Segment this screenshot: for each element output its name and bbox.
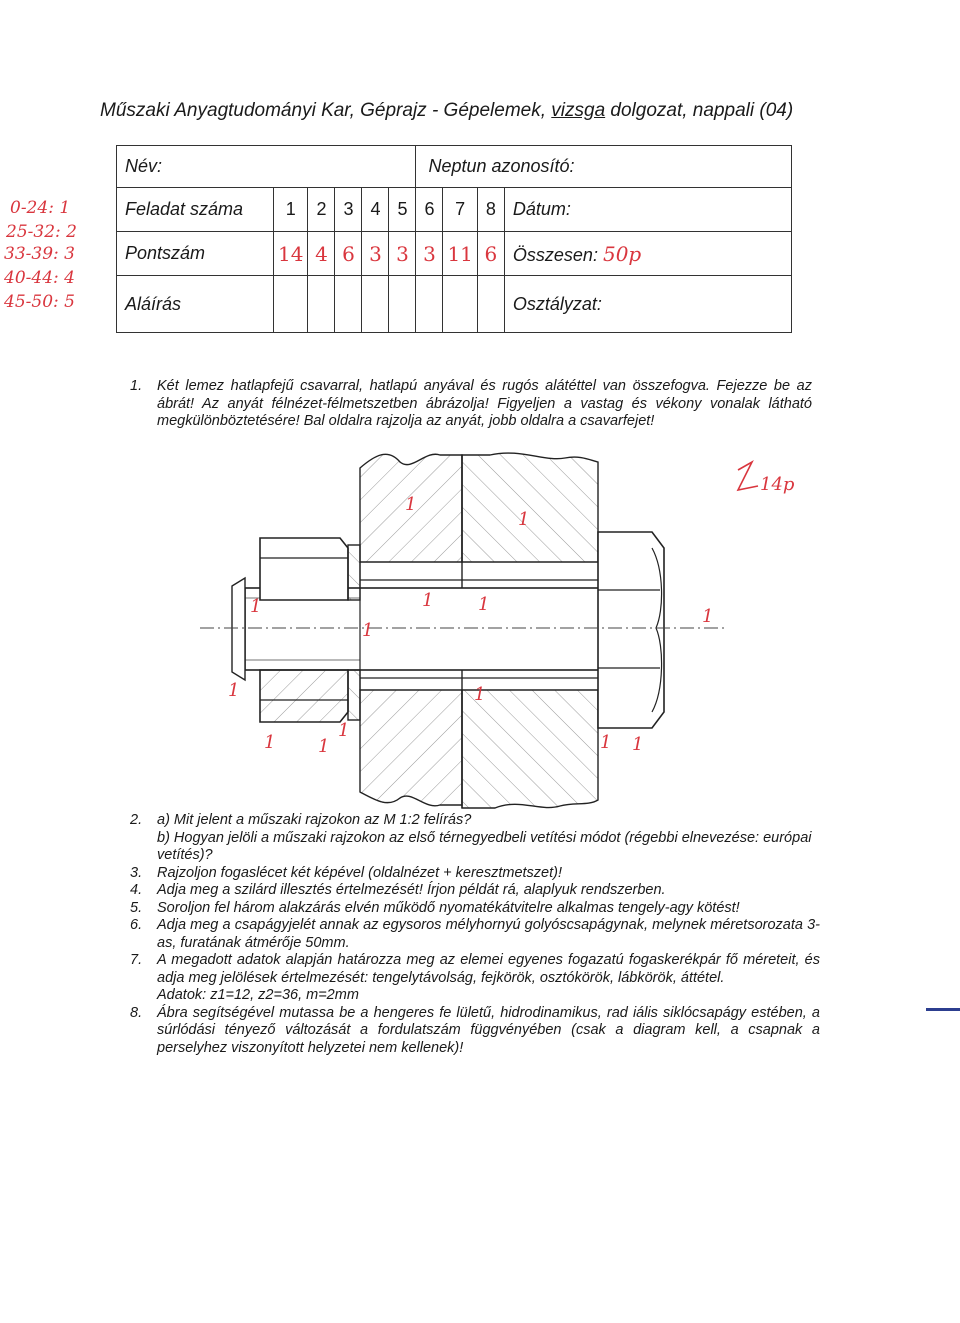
- task-number: 8: [477, 188, 504, 232]
- question-text: Ábra segítségével mutassa be a hengeres fe lületű, hidrodinamikus, rad iális siklócsapágy estében, a súrlódási tényező változását a fordulatszám függvényében (csak a diagram kell, a csapnak a perselyhez viszonyított helyzetei nem kellenek)!: [157, 1004, 820, 1056]
- name-cell: Név:: [117, 146, 416, 188]
- grade-scale-note-5: 45-50: 5: [4, 292, 75, 312]
- question-text: Adatok: z1=12, z2=36, m=2mm: [157, 987, 359, 1003]
- question-number: 4.: [130, 882, 143, 898]
- page-title: Műszaki Anyagtudományi Kar, Géprajz - Gépelemek, vizsga dolgozat, nappali (04): [100, 100, 794, 121]
- task-score: 6: [335, 232, 362, 276]
- question-number: 2.: [130, 812, 143, 828]
- task-number: 2: [308, 188, 335, 232]
- date-cell: Dátum:: [504, 188, 791, 232]
- task-number: 3: [335, 188, 362, 232]
- nut-half-view: [260, 538, 348, 600]
- task-number: 4: [362, 188, 389, 232]
- question-number: 6.: [130, 917, 143, 933]
- lower-left-plate: [360, 690, 462, 806]
- spring-washer-bottom: [348, 670, 360, 720]
- grading-mark: 1: [264, 732, 276, 753]
- task-score: 3: [416, 232, 443, 276]
- grading-mark: 1: [228, 680, 240, 701]
- task-score: 3: [362, 232, 389, 276]
- task-number: 5: [389, 188, 416, 232]
- grading-mark: 1: [702, 606, 714, 627]
- grading-mark: 1: [478, 594, 490, 615]
- question-text: a) Mit jelent a műszaki rajzokon az M 1:2 felírás?: [157, 812, 472, 828]
- question-text: b) Hogyan jelöli a műszaki rajzokon az első térnegyedbeli vetítési módot (régebbi elnevezése: európai vetítés)?: [157, 829, 812, 863]
- question-5: [130, 900, 820, 918]
- scan-edge-mark: [926, 1008, 960, 1011]
- grading-mark: 1: [600, 732, 612, 753]
- question-number: 5.: [130, 899, 143, 916]
- task-score: 14: [274, 232, 308, 276]
- question-text: Adja meg a szilárd illesztés értelmezését! Írjon példát rá, alaplyuk rendszerben.: [157, 882, 666, 898]
- signature-label: Aláírás: [117, 276, 274, 333]
- lower-right-plate: [462, 690, 598, 808]
- nut-half-section: [260, 670, 348, 722]
- question-number: 3.: [130, 864, 143, 881]
- grading-mark: 1: [405, 494, 417, 515]
- points-label: Pontszám: [117, 232, 274, 276]
- question-7: [130, 952, 820, 1005]
- grade-scale-note-1: 0-24: 1: [10, 198, 71, 218]
- task-number: 6: [416, 188, 443, 232]
- question-text: Rajzoljon fogaslécet két képével (oldalnézet + keresztmetszet)!: [157, 864, 562, 881]
- grading-mark: 1: [362, 620, 374, 641]
- grade-scale-note-4: 40-44: 4: [4, 268, 75, 288]
- grading-mark: 1: [518, 509, 530, 530]
- total-score: 50p: [602, 241, 642, 266]
- bolt-end: [232, 578, 245, 680]
- task-score: 11: [443, 232, 477, 276]
- task-score: 3: [389, 232, 416, 276]
- total-cell: Összesen: 50p: [504, 232, 791, 276]
- task-score: 4: [308, 232, 335, 276]
- task-label: Feladat száma: [117, 188, 274, 232]
- question-number: 1.: [130, 378, 143, 394]
- question-number: 8.: [130, 1004, 143, 1021]
- question-4: [130, 882, 820, 900]
- question-text: Soroljon fel három alakzárás elvén működő nyomatékátvitelre alkalmas tengely-agy kötést!: [157, 899, 740, 916]
- question-text: Adja meg a csapágyjelét annak az egysoros mélyhornyú golyóscsapágynak, melynek méretsorozata 3-as, furatának átmérője 50mm.: [157, 917, 820, 951]
- upper-right-plate: [462, 453, 598, 562]
- question-3: [130, 865, 820, 883]
- task-number: 7: [443, 188, 477, 232]
- grading-mark: 1: [250, 596, 262, 617]
- spring-washer-top: [348, 545, 360, 600]
- grade-scale-note-2: 25-32: 2: [6, 222, 77, 242]
- question-list: [130, 812, 820, 1057]
- grading-mark-small: 1: [338, 720, 350, 741]
- grade-scale-note-3: 33-39: 3: [4, 244, 75, 264]
- question-6: [130, 917, 820, 952]
- drawing-score: 14p: [760, 474, 795, 495]
- question-text: Két lemez hatlapfejű csavarral, hatlapú anyával és rugós alátéttel van összefogva. Fejezze be az ábrát! Az anyát félnézet-félmetszetben ábrázolja! Figyeljen a vastag és vékony vonalak látható megkülönböztetésére! Bal oldalra rajzolja az anyát, jobb oldalra a csavarfejet!: [157, 378, 812, 429]
- question-2: [130, 812, 820, 865]
- neptun-cell: Neptun azonosító:: [416, 146, 792, 188]
- grading-mark: 1: [318, 736, 330, 757]
- question-text: A megadott adatok alapján határozza meg az elemei egyenes fogazatú fogaskerékpár fő méreteit, és adja meg jelölések értelmezését: tengelytávolság, fejkörök, osztókörök, lábkörök, áttétel.: [157, 952, 820, 986]
- question-8: [130, 1005, 820, 1058]
- check-mark-icon: [738, 462, 758, 490]
- grading-mark: 1: [422, 590, 434, 611]
- grading-mark: 1: [632, 734, 644, 755]
- task-score: 6: [477, 232, 504, 276]
- question-number: 7.: [130, 952, 143, 968]
- task-number: 1: [274, 188, 308, 232]
- grade-cell: Osztályzat:: [504, 276, 791, 333]
- grading-mark: 1: [474, 684, 486, 705]
- bolt-head: [598, 532, 664, 728]
